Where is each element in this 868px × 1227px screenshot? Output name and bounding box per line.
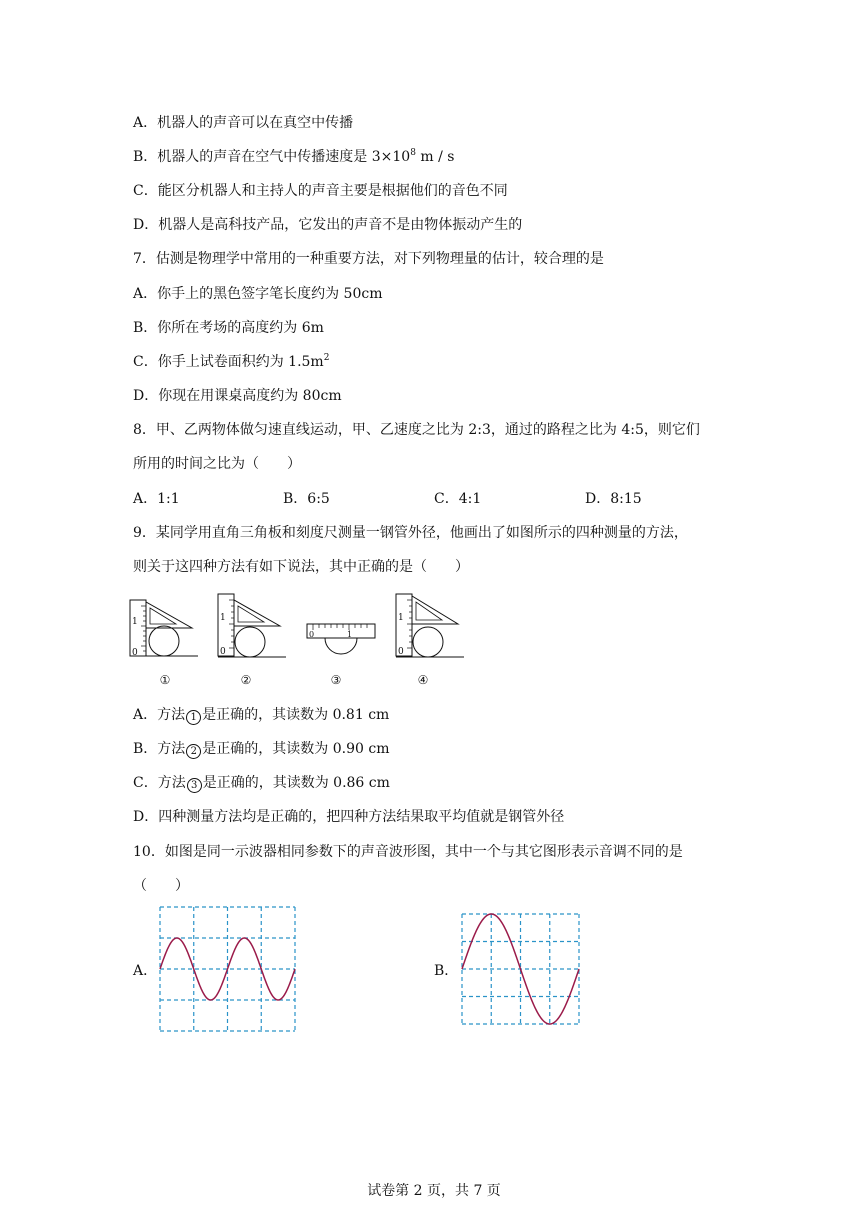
q10-option-a-label: A． (133, 963, 158, 979)
q6-option-b (133, 148, 454, 166)
q6-option-b-unit: m / s (415, 149, 455, 165)
q10-waveform-b (462, 914, 579, 1024)
q9-option-c-prefix: C．方法 (133, 775, 186, 791)
q10-stem-line2: （ ） (133, 878, 189, 894)
q6-option-a: A．机器人的声音可以在真空中传播 (133, 115, 354, 131)
q9-stem-line2: 则关于这四种方法有如下说法，其中正确的是（ ） (133, 559, 469, 575)
q10-stem-line1: 10．如图是同一示波器相同参数下的声音波形图，其中一个与其它图形表示音调不同的是 (133, 844, 683, 860)
circled-number-2: 2 (186, 744, 201, 759)
circled-number-1: 1 (186, 710, 201, 725)
q6-option-d: D．机器人是高科技产品，它发出的声音不是由物体振动产生的 (133, 217, 523, 233)
q6-option-b-text: B．机器人的声音在空气中传播速度是 3×10 (133, 149, 411, 165)
q9-option-d: D．四种测量方法均是正确的，把四种方法结果取平均值就是钢管外径 (133, 809, 565, 825)
ruler-mark-zero: 0 (132, 648, 138, 658)
circled-number-3: 3 (187, 778, 202, 793)
q10-option-b-label: B． (434, 963, 459, 979)
q7-option-c-text: C．你手上试卷面积约为 1.5m (133, 354, 324, 370)
q9-option-c (133, 774, 390, 793)
q9-option-b-text: 是正确的，其读数为 0.90 cm (202, 741, 390, 757)
q9-figure-1-label: ① (159, 673, 171, 687)
ruler-mark-one: 1 (398, 613, 404, 623)
q9-stem-line1: 9．某同学用直角三角板和刻度尺测量一钢管外径，他画出了如图所示的四种测量的方法， (133, 525, 688, 541)
q8-option-c: C．4:1 (434, 491, 482, 507)
q9-figure-1 (128, 598, 200, 662)
ruler-mark-one: 1 (220, 613, 226, 623)
q7-stem: 7．估测是物理学中常用的一种重要方法，对下列物理量的估计，较合理的是 (133, 251, 604, 267)
q9-figure-2-label: ② (240, 673, 252, 687)
q9-option-a-prefix: A．方法 (133, 707, 186, 723)
q8-option-a: A．1:1 (133, 491, 180, 507)
q7-option-b: B．你所在考场的高度约为 6m (133, 320, 324, 336)
q7-option-a: A．你手上的黑色签字笔长度约为 50cm (133, 286, 383, 302)
q9-option-b-prefix: B．方法 (133, 741, 186, 757)
ruler-mark-one: 1 (132, 617, 138, 627)
q8-stem-line2: 所用的时间之比为（ ） (133, 456, 301, 472)
q7-option-c (133, 353, 329, 371)
q7-option-d: D．你现在用课桌高度约为 80cm (133, 388, 342, 404)
q8-stem-line1: 8．甲、乙两物体做匀速直线运动，甲、乙速度之比为 2:3，通过的路程之比为 4:5，则它们 (133, 422, 700, 438)
ruler-mark-one: 1 (347, 630, 353, 639)
q9-figure-3 (305, 620, 379, 662)
q9-option-c-text: 是正确的，其读数为 0.86 cm (202, 775, 390, 791)
q9-option-a (133, 706, 389, 725)
q8-option-b: B．6:5 (283, 491, 330, 507)
q9-figure-4 (394, 592, 466, 662)
ruler-mark-zero: 0 (309, 630, 315, 639)
q7-option-c-exponent: 2 (323, 353, 330, 363)
q10-waveform-a (160, 907, 295, 1031)
ruler-mark-zero: 0 (398, 647, 404, 657)
q6-option-b-exponent: 8 (410, 148, 416, 158)
q8-option-d: D．8:15 (585, 491, 642, 507)
q6-option-c: C．能区分机器人和主持人的声音主要是根据他们的音色不同 (133, 183, 508, 199)
q9-figure-4-label: ④ (417, 673, 429, 687)
ruler-mark-zero: 0 (220, 647, 226, 657)
q9-figure-3-label: ③ (330, 673, 342, 687)
q9-option-b (133, 740, 390, 759)
page-footer: 试卷第 2 页，共 7 页 (367, 1183, 501, 1199)
q9-option-a-text: 是正确的，其读数为 0.81 cm (202, 707, 390, 723)
q9-figure-2 (216, 592, 288, 662)
